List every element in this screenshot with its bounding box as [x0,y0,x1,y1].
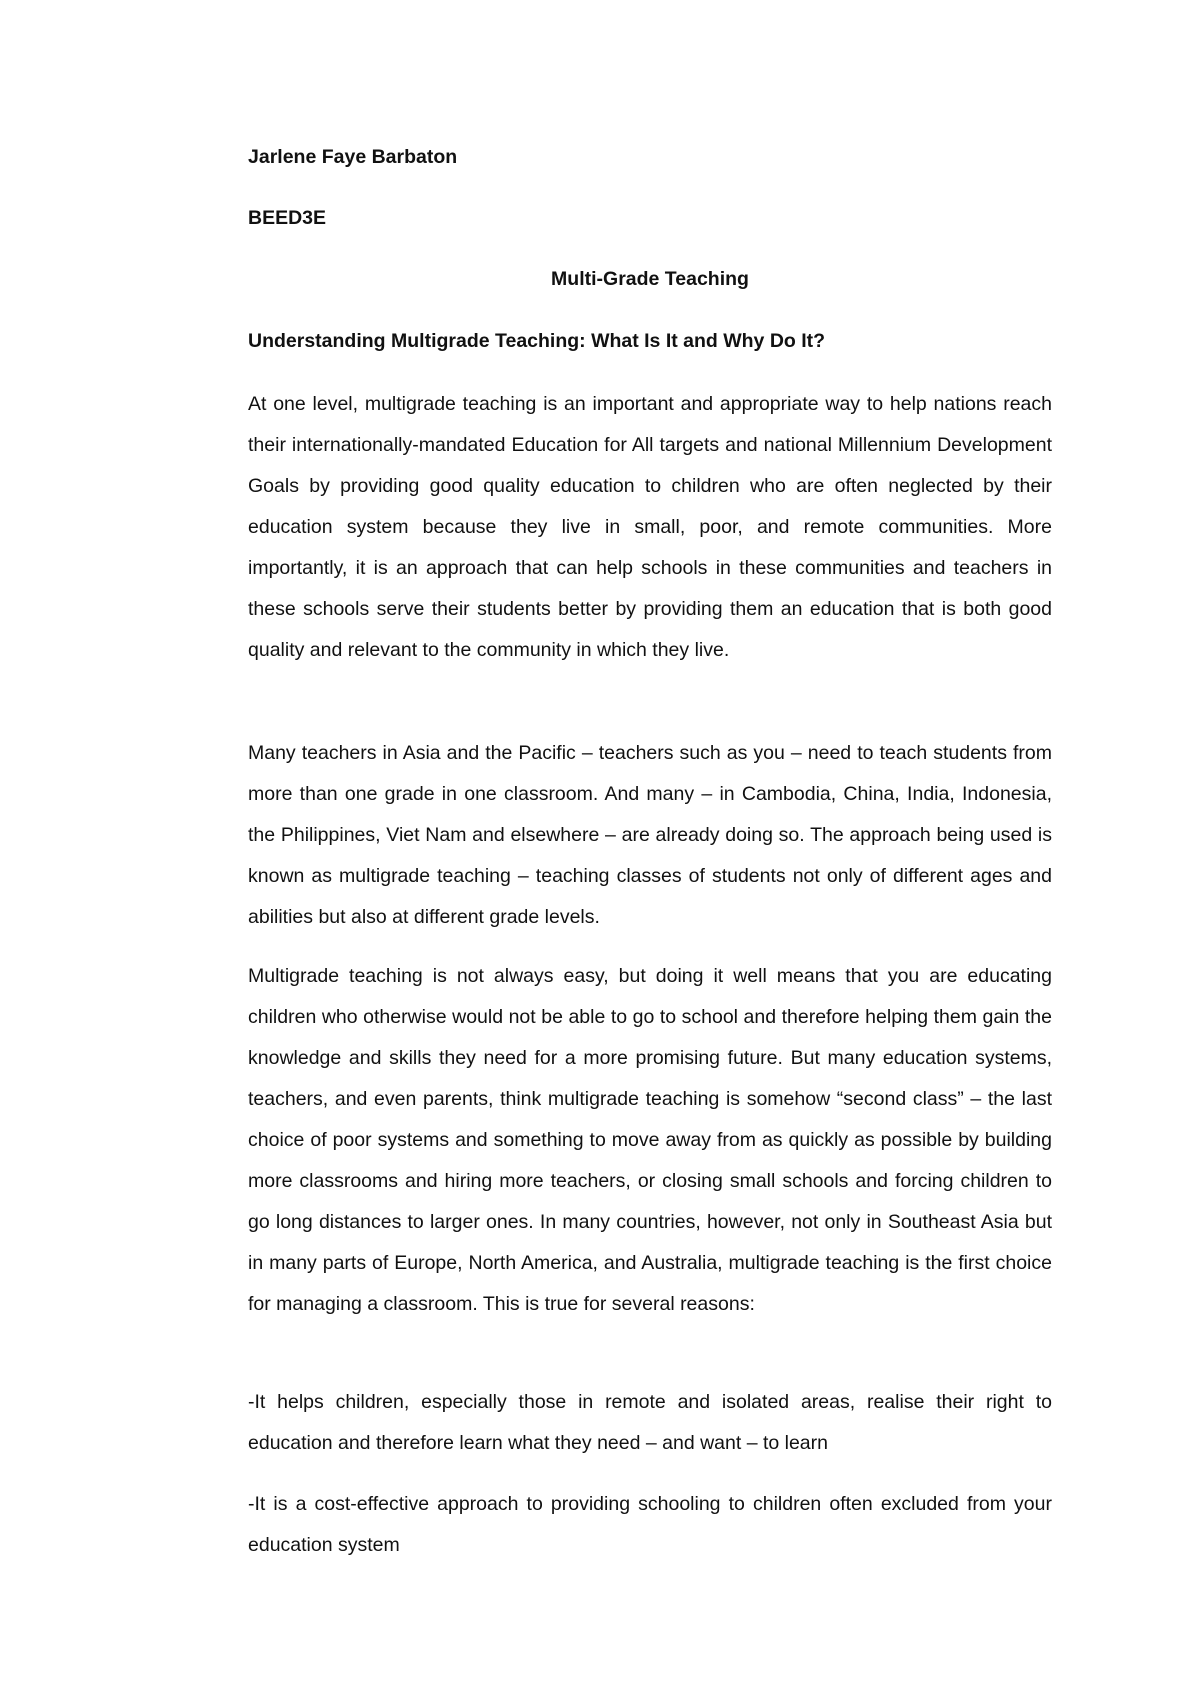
paragraph-2: Many teachers in Asia and the Pacific – teachers such as you – need to teach students from more than one grade in one classroom. And many – in Cambodia, China, India, Indonesia, the Philippines, Viet Nam and elsewhere – are already doing so. The approach being used is known as multigrade teaching – teaching classes of students not only of different ages and abilities but also at different grade levels. [248,742,1052,928]
paragraph-3: Multigrade teaching is not always easy, but doing it well means that you are educating children who otherwise would not be able to go to school and therefore helping them gain the knowledge and skills they need for a more promising future. But many education systems, teachers, and even parents, think multigrade teaching is somehow “second class” – the last choice of poor systems and something to move away from as quickly as possible by building more classrooms and hiring more teachers, or closing small schools and forcing children to go long distances to larger ones. In many countries, however, not only in Southeast Asia but in many parts of Europe, North America, and Australia, multigrade teaching is the first choice for managing a classroom. This is true for several reasons: [248,965,1052,1315]
document-title: Multi-Grade Teaching [551,268,749,290]
course-code: BEED3E [248,207,327,229]
author-name: Jarlene Faye Barbaton [248,146,458,168]
bullet-item-1: -It helps children, especially those in remote and isolated areas, realise their right to education and therefore learn what they need – and want – to learn [248,1391,1052,1454]
paragraph-1: At one level, multigrade teaching is an important and appropriate way to help nations reach their internationally-mandated Education for All targets and national Millennium Development Goals by providing good quality education to children who are often neglected by their education system because they live in small, poor, and remote communities. More importantly, it is an approach that can help schools in these communities and teachers in these schools serve their students better by providing them an education that is both good quality and relevant to the community in which they live. [248,393,1052,661]
bullet-item-2: -It is a cost-effective approach to providing schooling to children often excluded from your education system [248,1493,1052,1556]
section-heading: Understanding Multigrade Teaching: What Is It and Why Do It? [248,330,826,352]
